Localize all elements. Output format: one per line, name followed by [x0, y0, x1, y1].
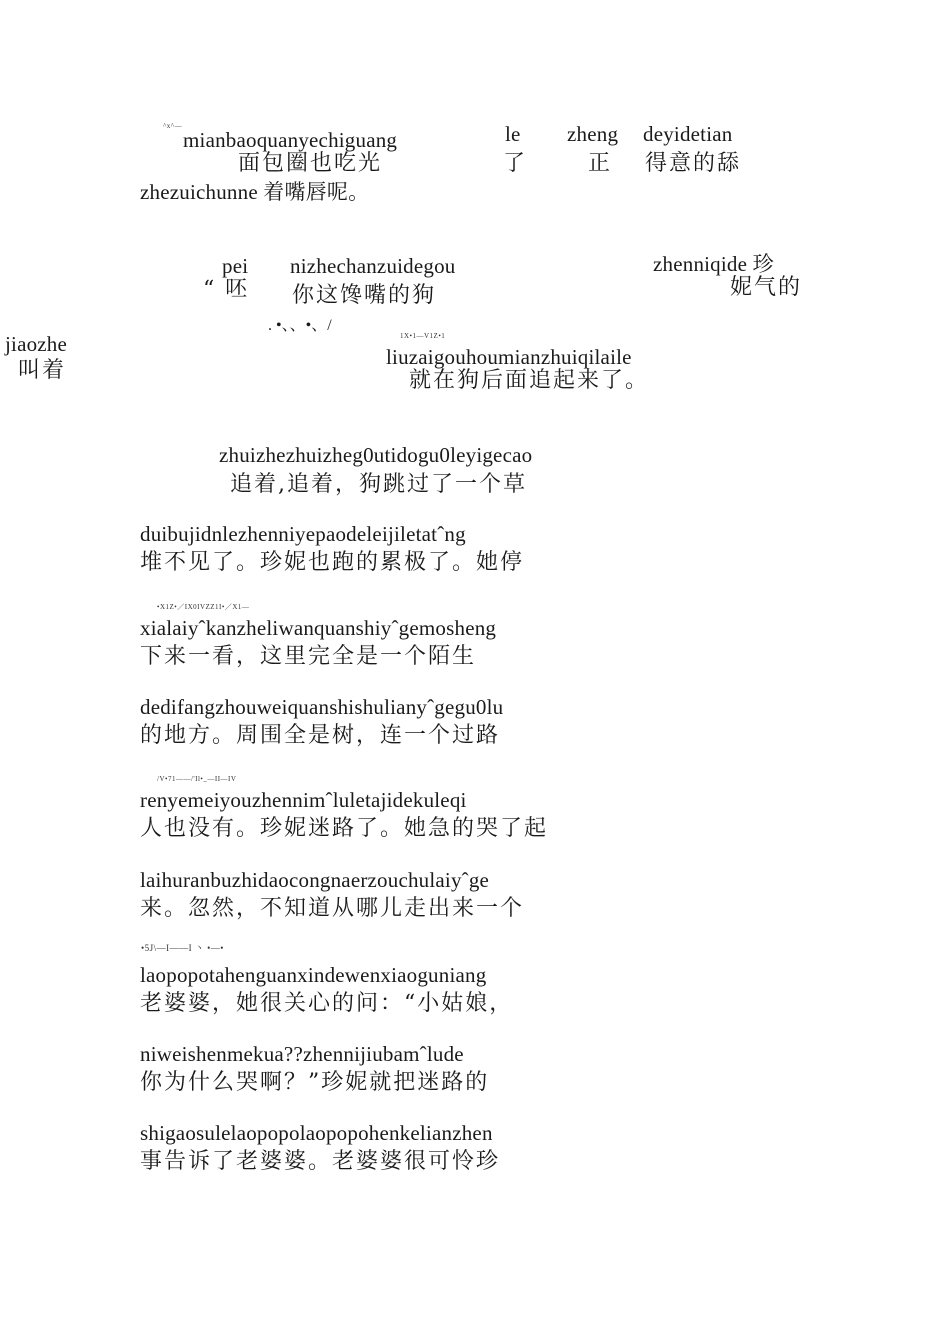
scan-mark: 1X•1—V1Z•1 [400, 332, 446, 340]
hanzi-word: 妮气的 [730, 275, 803, 300]
text-line: zhezuichunne 着嘴唇呢。 [140, 180, 370, 204]
hanzi-word: 了 [503, 151, 528, 176]
pinyin-word: zheng [567, 122, 619, 146]
hanzi-line: 你为什么哭啊？”珍妮就把迷路的 [140, 1070, 490, 1095]
hanzi-line: 就在狗后面追起来了。 [409, 368, 650, 393]
hanzi-word: 得意的舔 [645, 151, 742, 176]
pinyin-word: pei [222, 254, 249, 278]
pinyin-word: le [505, 122, 521, 146]
hanzi-line: 老婆婆，她很关心的问：“小姑娘， [140, 991, 514, 1016]
hanzi-line: 你这馋嘴的狗 [292, 283, 437, 308]
pinyin-line: laopopotahenguanxindewenxiaoguniang [140, 963, 487, 987]
hanzi-line: 事告诉了老婆婆。老婆婆很可怜珍 [140, 1149, 501, 1174]
pinyin-word: jiaozhe [5, 332, 68, 356]
hanzi-word: 正 [588, 151, 613, 176]
pinyin-line: mianbaoquanyechiguang [183, 128, 398, 152]
hanzi-word: 叫着 [18, 358, 67, 383]
hanzi-line: 来。忽然，不知道从哪儿走出来一个 [140, 896, 525, 921]
pinyin-line: niweishenmekua??zhennijiubamˆlude [140, 1042, 464, 1066]
pinyin-line: dedifangzhouweiquanshishulianyˆgegu0lu [140, 695, 504, 719]
pinyin-line: laihuranbuzhidaocongnaerzouchulaiyˆge [140, 868, 490, 892]
pinyin-line: duibujidnlezhenniyepaodeleijiletatˆng [140, 522, 466, 546]
hanzi-line: 面包圈也吃光 [238, 151, 383, 176]
scan-mark: . •、、•、/ [268, 317, 332, 334]
scan-mark: ^x^— [163, 122, 183, 130]
pinyin-line: nizhechanzuidegou [290, 254, 456, 278]
hanzi-line: 追着,追着，狗跳过了一个草 [230, 472, 527, 497]
pinyin-line: zhenniqide 珍 [653, 252, 774, 276]
pinyin-line: liuzaigouhoumianzhuiqilaile [386, 345, 632, 369]
hanzi-line: 下来一看，这里完全是一个陌生 [140, 644, 477, 669]
pinyin-word: deyidetian [643, 122, 733, 146]
pinyin-line: xialaiyˆkanzheliwanquanshiyˆgemosheng [140, 616, 497, 640]
hanzi-line: 的地方。周围全是树，连一个过路 [140, 723, 501, 748]
scan-mark: /V•71——/'Il•_—II—IV [157, 775, 237, 783]
hanzi-line: 人也没有。珍妮迷路了。她急的哭了起 [140, 816, 549, 841]
scan-mark: •X1Z•／IX0IVZZ1I•／X1— [157, 603, 250, 611]
pinyin-line: renyemeiyouzhennimˆluletajidekuleqi [140, 788, 467, 812]
hanzi-line: 堆不见了。珍妮也跑的累极了。她停 [140, 550, 525, 575]
pinyin-line: zhuizhezhuizheg0utidogu0leyigecao [219, 443, 533, 467]
hanzi-word: “ 呸 [203, 277, 250, 302]
pinyin-line: shigaosulelaopopolaopopohenkelianzhen [140, 1121, 493, 1145]
scan-mark: •5J\—I——I 丶 •—• [141, 943, 224, 953]
